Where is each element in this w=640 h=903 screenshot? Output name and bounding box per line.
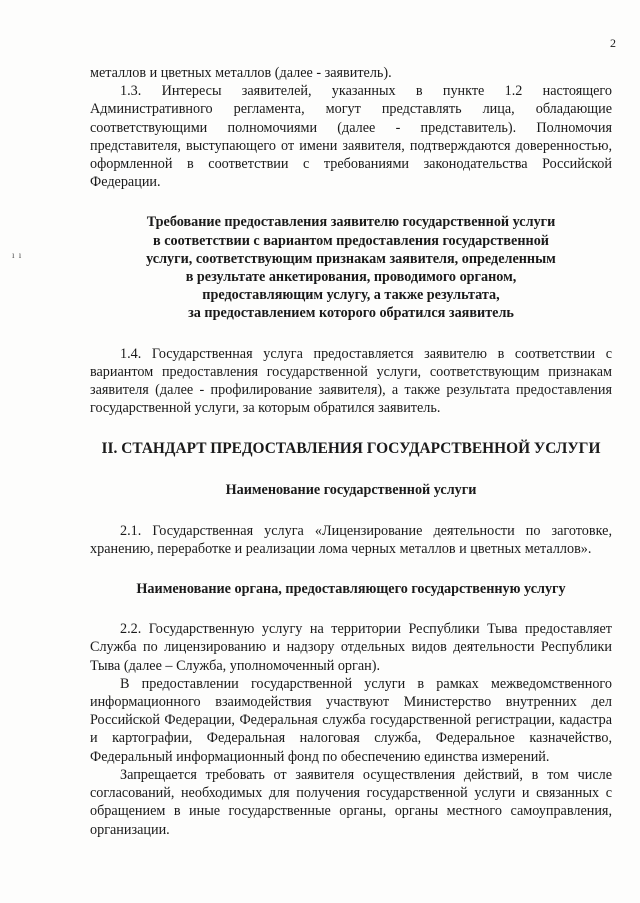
- paragraph-prohibited: Запрещается требовать от заявителя осуществления действий, в том числе согласований, необходимых для получения государственной услуги и связанных с обращением в иные государственные органы, органы местного самоуправления, организации.: [90, 766, 612, 838]
- paragraph-continuation: металлов и цветных металлов (далее - заявитель).: [90, 65, 392, 81]
- margin-mark: ı ı: [12, 250, 23, 260]
- paragraph-2-2: 2.2. Государственную услугу на территории Республики Тыва предоставляет Служба по лицензированию и надзору отдельных видов деятельности Республики Тыва (далее – Служба, уполномоченный орган).: [90, 621, 612, 674]
- heading-service-name: Наименование государственной услуги: [225, 482, 477, 499]
- document-body: [90, 64, 612, 839]
- heading-line: услуги, соответствующим признакам заявителя, определенным: [146, 250, 556, 267]
- paragraph-2-1: 2.1. Государственная услуга «Лицензирование деятельности по заготовке, хранению, переработке и реализации лома черных металлов и цветных металлов».: [90, 522, 612, 557]
- heading-line: в соответствии с вариантом предоставления государственной: [153, 232, 549, 249]
- heading-line: в результате анкетирования, проводимого органом,: [185, 269, 517, 286]
- paragraph-1-3: 1.3. Интересы заявителей, указанных в пункте 1.2 настоящего Административного регламента, могут представлять лица, обладающие соответствующими полномочиями (далее - представитель). Полномочия представителя, выступающего от имени заявителя, подтверждаются доверенностью, оформленной в соответствии с требованиями законодательства Российской Федерации.: [90, 83, 612, 191]
- heading-authority-name: Наименование органа, предоставляющего государственную услугу: [136, 581, 566, 598]
- heading-line: Требование предоставления заявителю государственной услуги: [146, 214, 556, 231]
- heading-line: предоставляющим услугу, а также результата,: [202, 287, 500, 304]
- paragraph-interagency: В предоставлении государственной услуги в рамках межведомственного информационного взаимодействия участвуют Министерство внутренних дел Российской Федерации, Федеральная служба государственной регистрации, кадастра и картографии, Федеральная налоговая служба, Федеральное казначейство, Федеральный информационный фонд по обеспечению единства измерений.: [90, 675, 612, 765]
- heading-requirement: [90, 213, 612, 322]
- page-number: 2: [610, 36, 616, 50]
- paragraph-1-4: 1.4. Государственная услуга предоставляется заявителю в соответствии с вариантом предоставления государственной услуги, соответствующим признакам заявителя (далее - профилирование заявителя), а также результата предоставления государственной услуги, за которым обратился заявитель.: [90, 345, 612, 417]
- section-2-title: II. СТАНДАРТ ПРЕДОСТАВЛЕНИЯ ГОСУДАРСТВЕННОЙ УСЛУГИ: [101, 440, 601, 458]
- heading-line: за предоставлением которого обратился заявитель: [188, 305, 514, 322]
